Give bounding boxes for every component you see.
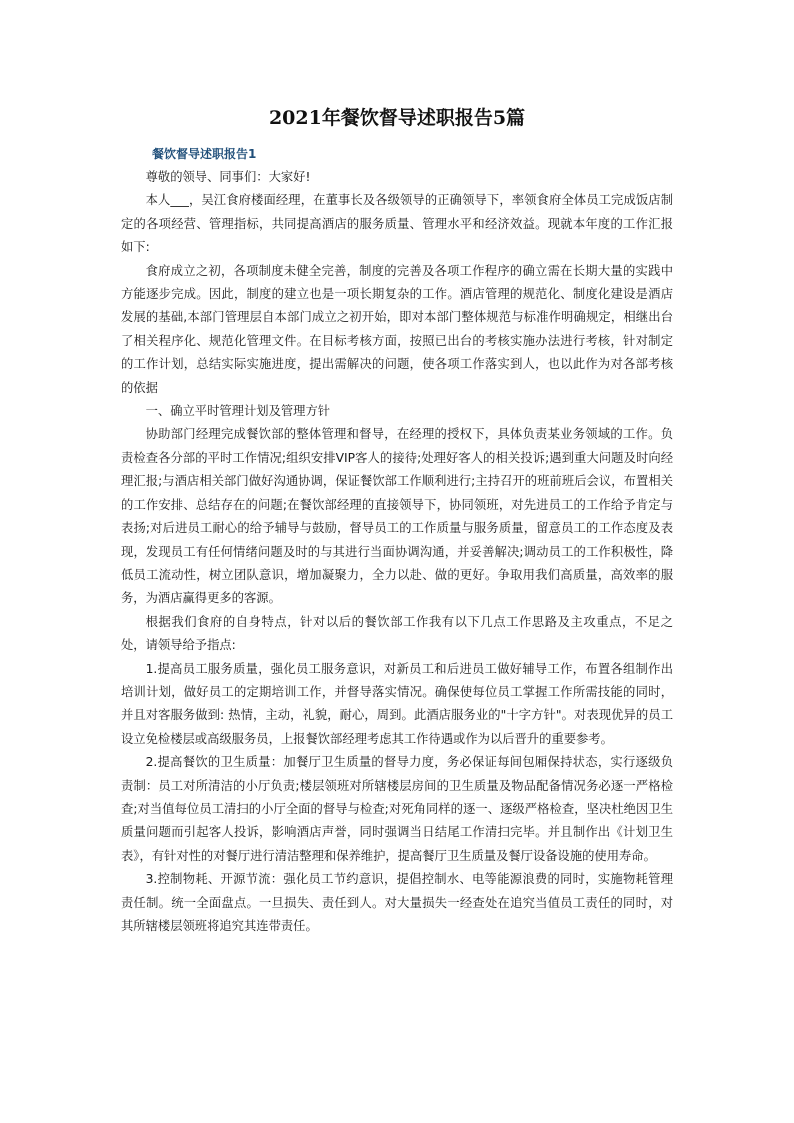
paragraph-subheading: 一、确立平时管理计划及管理方针 (145, 404, 331, 419)
paragraph-greeting: 尊敬的领导、同事们：大家好! (145, 170, 311, 184)
paragraph-duties: 协助部门经理完成餐饮部的整体管理和督导，在经理的授权下，具体负责某业务领域的工作。负责检查各分部的平时工作情况;组织安排VIP客人的接待;处理好客人的相关投诉;遇到重大问题及时向经理汇报;与酒店相关部门做好沟通协调，保证餐饮部工作顺利进行;主持召开的班前班后会议，布置相关的工作安排、总结存在的问题;在餐饮部经理的直接领导下，协同领班，对先进员工的工作给予肯定与表扬;对后进员工耐心的给予辅导与鼓励，督导员工的工作质量与服务质量，留意员工的工作态度及表现，发现员工有任何情绪问题及时的与其进行当面协调沟通，并妥善解决;调动员工的工作积极性，降低员工流动性，树立团队意识，增加凝聚力，全力以赴、做的更好。争取用我们高质量，高效率的服务，为酒店赢得更多的客源。 (121, 427, 673, 606)
paragraph-point-3: 3.控制物耗、开源节流：强化员工节约意识，提倡控制水、电等能源浪费的同时，实施物耗管理责任制。统一全面盘点。一旦损失、责任到人。对大量损失一经查处在追究当值员工责任的同时，对其所辖楼层领班将追究其连带责任。 (121, 872, 673, 933)
body-text (121, 166, 673, 938)
section-heading: 餐饮督导述职报告1 (152, 147, 257, 161)
document-title: 2021年餐饮督导述职报告5篇 (268, 107, 526, 129)
paragraph-plans-intro: 根据我们食府的自身特点，针对以后的餐饮部工作我有以下几点工作思路及主攻重点，不足之处，请领导给予指点: (121, 614, 673, 653)
paragraph-system-building: 食府成立之初，各项制度未健全完善，制度的完善及各项工作程序的确立需在长期大量的实践中方能逐步完成。因此，制度的建立也是一项长期复杂的工作。酒店管理的规范化、制度化建设是酒店发展的基础,本部门管理层自本部门成立之初开始，即对本部门整体规范与标准作明确规定，相继出台了相关程序化、规范化管理文件。在目标考核方面，按照已出台的考核实施办法进行考核，针对制定的工作计划，总结实际实施进度，提出需解决的问题，使各项工作落实到人，也以此作为对各部考核的依据 (121, 263, 673, 395)
paragraph-point-2: 2.提高餐饮的卫生质量：加餐厅卫生质量的督导力度，务必保证每间包厢保持状态，实行逐级负责制：员工对所清洁的小厅负责;楼层领班对所辖楼层房间的卫生质量及物品配备情况务必逐一严格检查;对当值每位员工清扫的小厅全面的督导与检查;对死角同样的逐一、逐级严格检查，坚决杜绝因卫生质量问题而引起客人投诉，影响酒店声誉，同时强调当日结尾工作清扫完毕。并且制作出《计划卫生表》，有针对性的对餐厅进行清洁整理和保养维护，提高餐厅卫生质量及餐厅设备设施的使用寿命。 (121, 755, 673, 863)
paragraph-intro: 本人___，吴江食府楼面经理，在董事长及各级领导的正确领导下，率领食府全体员工完成饭店制定的各项经营、管理指标，共同提高酒店的服务质量、管理水平和经济效益。现就本年度的工作汇报如下: (121, 193, 673, 255)
paragraph-point-1: 1.提高员工服务质量，强化员工服务意识，对新员工和后进员工做好辅导工作，布置各组制作出培训计划，做好员工的定期培训工作，并督导落实情况。确保使每位员工掌握工作所需技能的同时，并且对客服务做到: 热情，主动，礼貌，耐心，周到。此酒店服务业的"十字方针"。对表现优异的员工设立免检楼层或高级服务员，上报餐饮部经理考虑其工作待遇或作为以后晋升的重要参考。 (121, 661, 673, 746)
